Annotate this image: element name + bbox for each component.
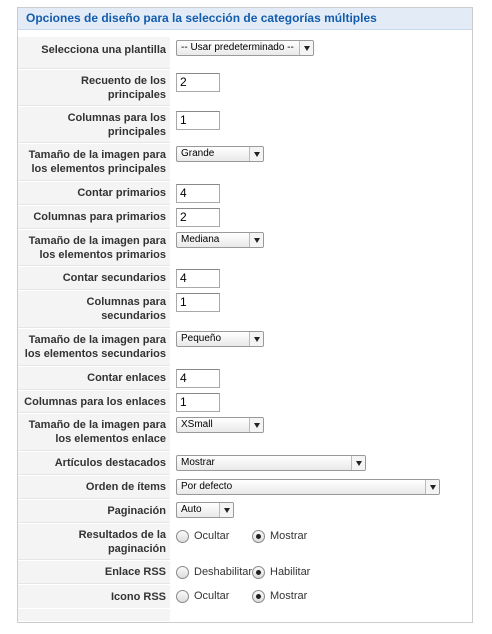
rss-link-enable-label: Habilitar xyxy=(270,566,311,578)
secondary-image-size-value: Pequeño xyxy=(181,333,222,344)
row-contar-enlaces xyxy=(18,367,472,390)
intro-count-input[interactable]: 4 xyxy=(176,184,220,203)
pagination-results-radio-group xyxy=(176,528,307,544)
rss-icon-hide-radio[interactable] xyxy=(176,590,189,603)
label-columnas-primarios: Columnas para primarios xyxy=(33,211,166,223)
label-icono-rss: Icono RSS xyxy=(110,590,166,603)
rss-icon-hide-label: Ocultar xyxy=(194,590,230,602)
row-plantilla xyxy=(18,37,472,69)
chevron-down-icon xyxy=(219,503,233,517)
row-imagen-enlace xyxy=(18,414,472,451)
row-columnas-primarios xyxy=(18,206,472,229)
row-enlace-rss xyxy=(18,561,472,584)
links-image-size-value: XSmall xyxy=(181,419,213,430)
rss-link-enable-radio[interactable] xyxy=(252,566,265,579)
row-paginacion xyxy=(18,500,472,523)
template-select-value: -- Usar predeterminado -- xyxy=(181,42,294,53)
label-imagen-primarios: Tamaño de la imagen para los elementos primarios xyxy=(28,234,166,261)
leading-image-size-value: Grande xyxy=(181,148,215,159)
row-columnas-principales xyxy=(18,107,472,143)
intro-image-size-select[interactable] xyxy=(176,232,264,248)
label-imagen-principales: Tamaño de la imagen para los elementos principales xyxy=(28,149,166,175)
label-resultados-paginacion: Resultados de la paginación xyxy=(78,528,166,555)
row-columnas-enlaces xyxy=(18,391,472,413)
label-enlace-rss: Enlace RSS xyxy=(104,566,166,578)
chevron-down-icon xyxy=(299,41,313,55)
label-orden-items: Orden de ítems xyxy=(85,481,166,493)
row-orden-items xyxy=(18,476,472,499)
layout-options-panel xyxy=(17,7,473,623)
leading-image-size-select[interactable] xyxy=(176,146,264,162)
chevron-down-icon xyxy=(425,480,439,494)
chevron-down-icon xyxy=(249,147,263,161)
chevron-down-icon xyxy=(351,456,365,470)
secondary-count-input[interactable]: 4 xyxy=(176,269,220,288)
featured-articles-select[interactable] xyxy=(176,455,366,471)
row-columnas-secundarios xyxy=(18,291,472,328)
pagination-results-hide-label: Ocultar xyxy=(194,530,230,542)
pagination-results-hide-radio[interactable] xyxy=(176,530,189,543)
pagination-value: Auto xyxy=(181,504,202,515)
chevron-down-icon xyxy=(249,418,263,432)
pagination-results-show-label: Mostrar xyxy=(270,530,308,542)
rss-icon-show-label: Mostrar xyxy=(270,590,308,602)
intro-columns-input[interactable]: 2 xyxy=(176,208,220,227)
row-imagen-secundarios xyxy=(18,329,472,366)
label-paginacion: Paginación xyxy=(107,505,166,517)
links-columns-input[interactable]: 1 xyxy=(176,393,220,412)
links-image-size-select[interactable] xyxy=(176,417,264,433)
pagination-results-show-radio[interactable] xyxy=(252,530,265,543)
rss-icon-show-radio[interactable] xyxy=(252,590,265,603)
intro-image-size-value: Mediana xyxy=(181,234,220,245)
featured-articles-value: Mostrar xyxy=(181,457,215,468)
label-imagen-secundarios: Tamaño de la imagen para los elementos secundarios xyxy=(24,334,166,360)
secondary-image-size-select[interactable] xyxy=(176,331,264,347)
panel-title: Opciones de diseño para la selección de categorías múltiples xyxy=(18,8,472,30)
panel-bottom-spacer xyxy=(18,609,472,621)
label-articulos-destacados: Artículos destacados xyxy=(54,457,166,469)
leading-columns-input[interactable]: 1 xyxy=(176,111,220,130)
row-articulos-destacados xyxy=(18,452,472,475)
row-icono-rss xyxy=(18,585,472,608)
label-contar-primarios: Contar primarios xyxy=(77,187,166,199)
item-order-select[interactable] xyxy=(176,479,440,495)
label-imagen-enlace: Tamaño de la imagen para los elementos enlace xyxy=(28,419,166,445)
row-contar-primarios xyxy=(18,182,472,205)
rss-link-disable-radio[interactable] xyxy=(176,566,189,579)
row-imagen-primarios xyxy=(18,230,472,266)
label-contar-enlaces: Contar enlaces xyxy=(87,372,166,384)
rss-icon-radio-group xyxy=(176,588,307,604)
row-resultados-paginacion xyxy=(18,524,472,560)
item-order-value: Por defecto xyxy=(181,481,233,492)
rss-link-radio-group xyxy=(176,564,310,580)
chevron-down-icon xyxy=(249,332,263,346)
pagination-select[interactable] xyxy=(176,502,234,518)
label-columnas-enlaces: Columnas para los enlaces xyxy=(24,395,166,408)
chevron-down-icon xyxy=(249,233,263,247)
row-imagen-principales xyxy=(18,144,472,181)
rss-link-disable-label: Deshabilitar xyxy=(194,566,253,578)
label-recuento-principales: Recuento de los principales xyxy=(81,74,166,101)
secondary-columns-input[interactable]: 1 xyxy=(176,293,220,312)
template-select[interactable] xyxy=(176,40,314,56)
label-contar-secundarios: Contar secundarios xyxy=(62,272,166,284)
row-contar-secundarios xyxy=(18,267,472,290)
leading-count-input[interactable]: 2 xyxy=(176,73,220,92)
label-plantilla: Selecciona una plantilla xyxy=(41,44,166,56)
label-columnas-secundarios: Columnas para secundarios xyxy=(86,296,166,322)
links-count-input[interactable]: 4 xyxy=(176,369,220,388)
row-recuento-principales xyxy=(18,70,472,106)
label-columnas-principales: Columnas para los principales xyxy=(67,111,166,138)
